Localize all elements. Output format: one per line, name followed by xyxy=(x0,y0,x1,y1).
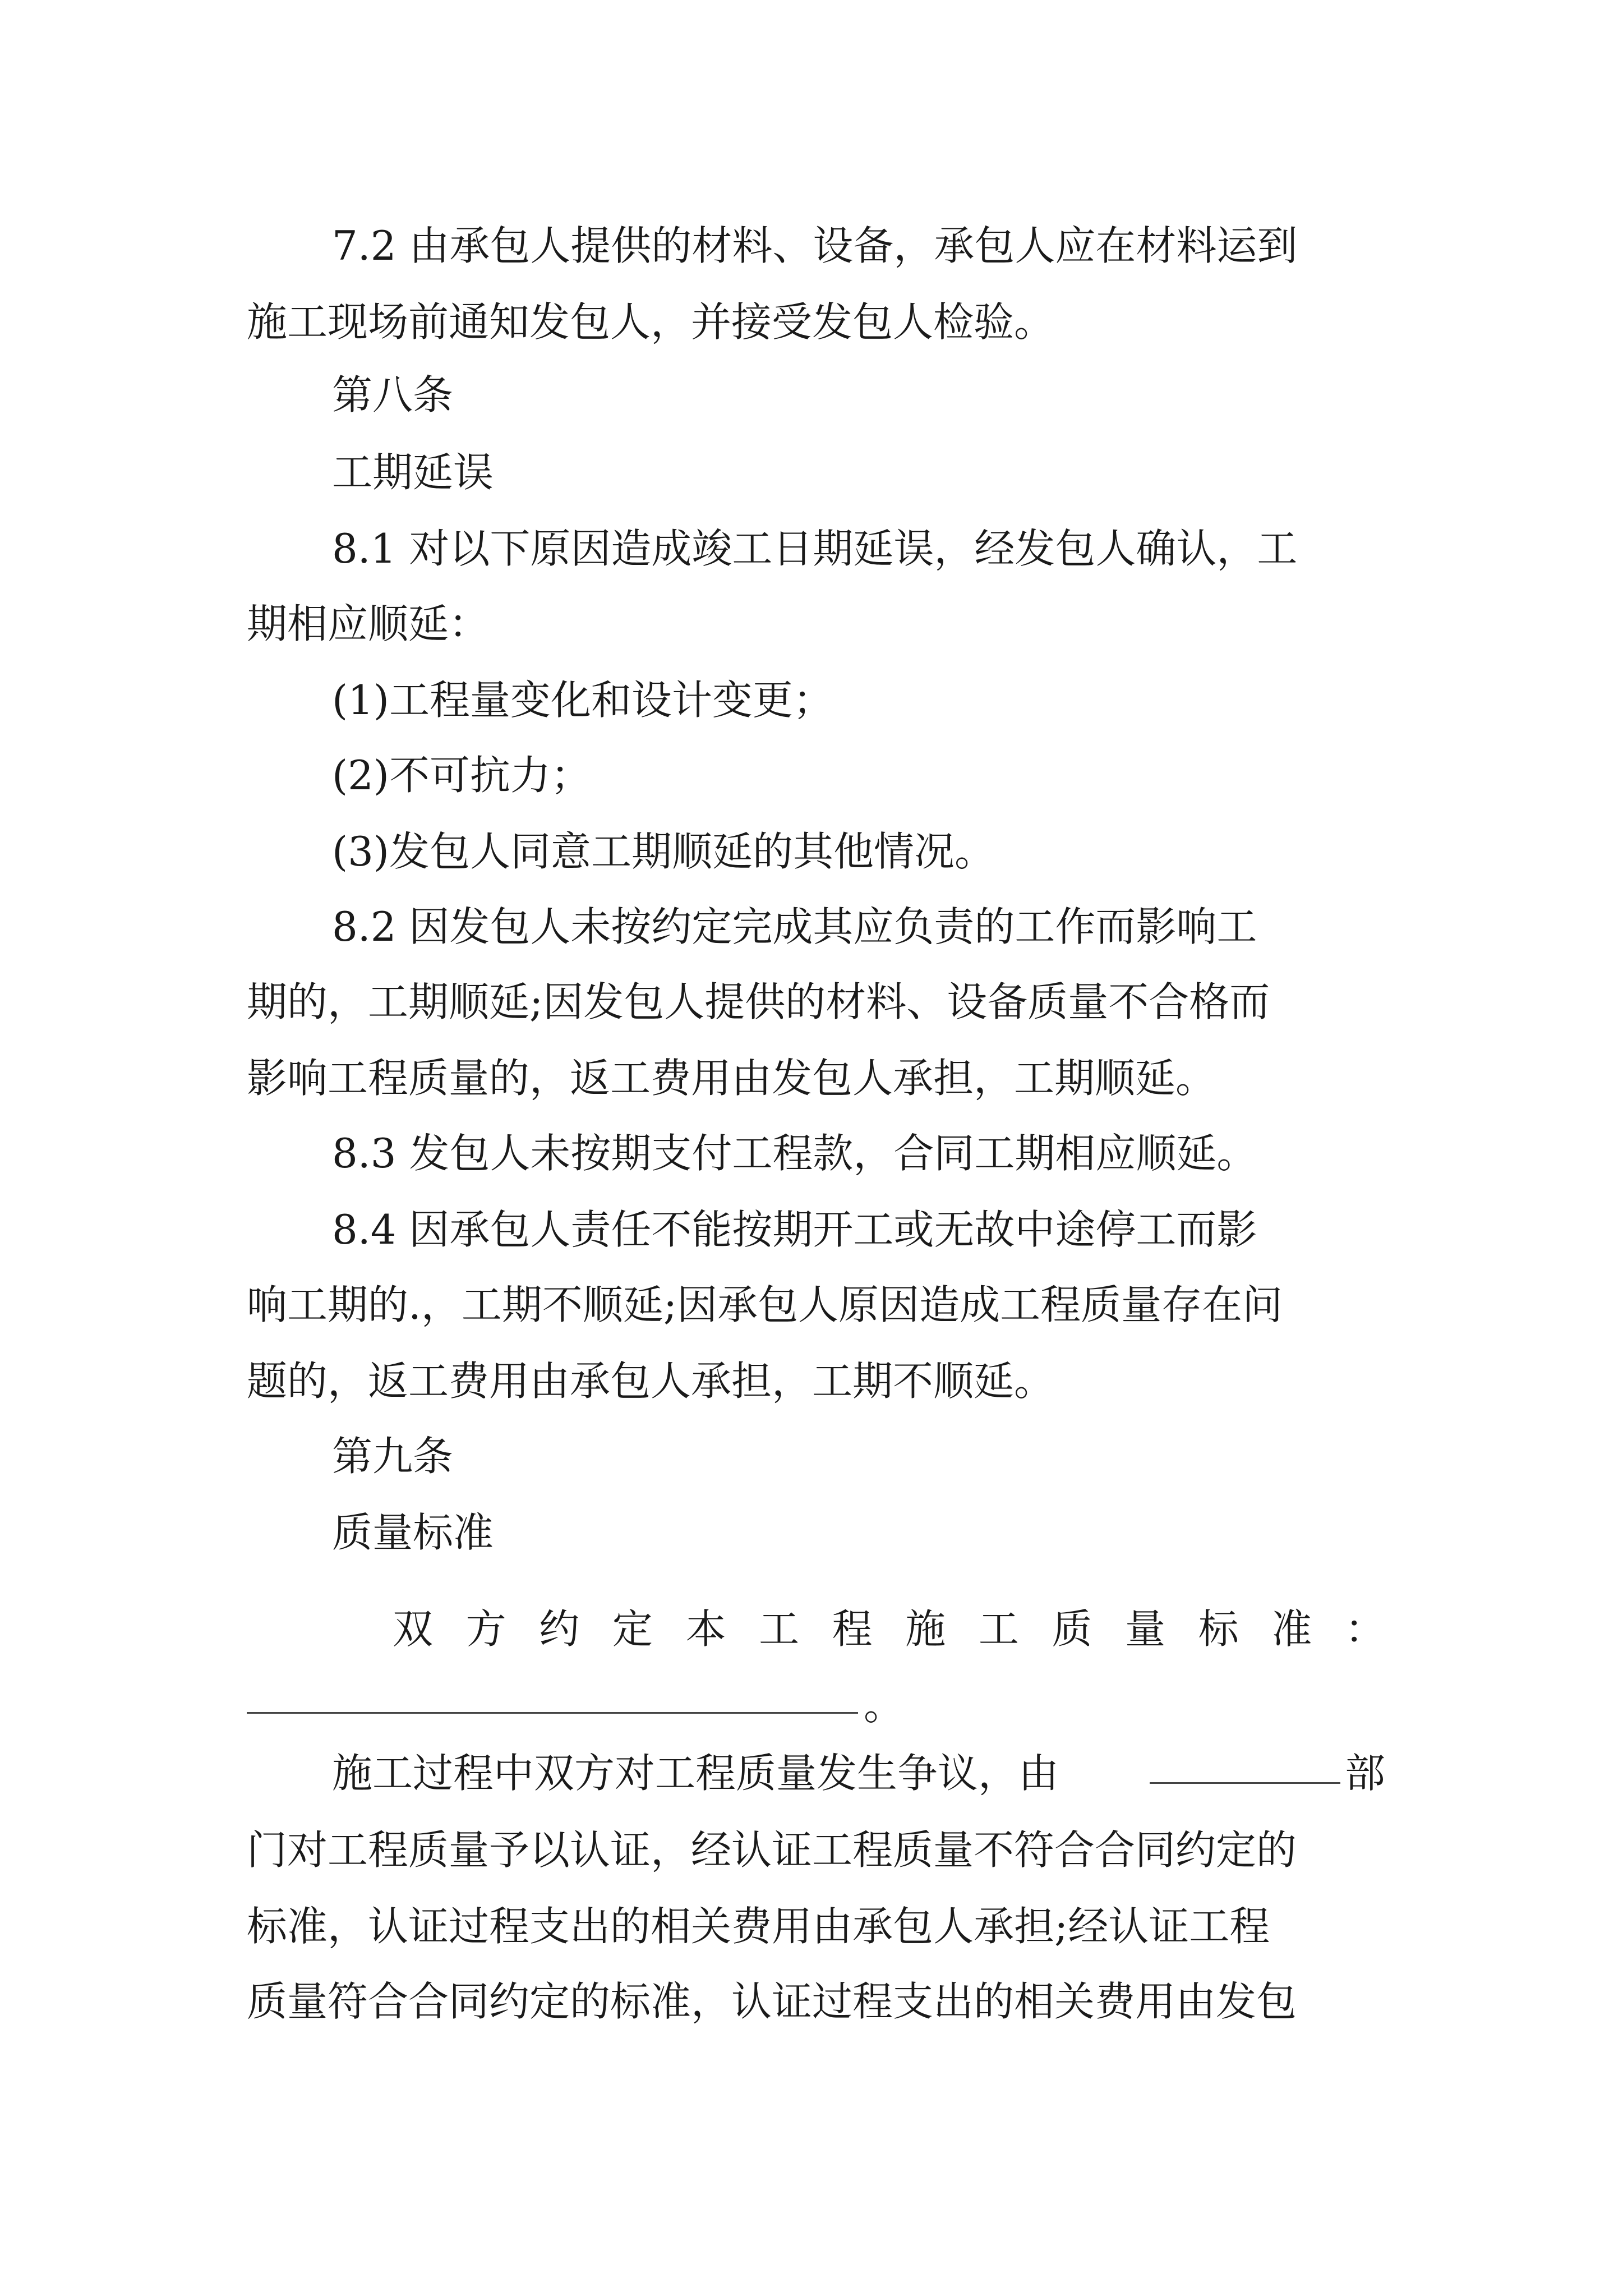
clause-8-1-line-2: 期相应顺延： xyxy=(247,600,490,647)
quality-standard-blank xyxy=(247,1712,858,1714)
clause-8-2-line-2: 期的，工期顺延;因发包人提供的材料、设备质量不合格而 xyxy=(247,978,1270,1025)
list-item-3: (3)发包人同意工期顺延的其他情况。 xyxy=(332,828,995,875)
dispute-line-4: 质量符合合同约定的标准，认证过程支出的相关费用由发包 xyxy=(247,1978,1297,2025)
clause-8-2-line-3: 影响工程质量的，返工费用由发包人承担，工期顺延。 xyxy=(247,1055,1216,1102)
dispute-line-1-prefix: 施工过程中双方对工程质量发生争议，由 xyxy=(332,1750,1059,1797)
article-9-number: 第九条 xyxy=(332,1433,454,1480)
list-item-1: (1)工程量变化和设计变更； xyxy=(332,677,833,724)
clause-7-2-line-1: 7.2 由承包人提供的材料、设备，承包人应在材料运到 xyxy=(332,222,1298,269)
dispute-line-2: 门对工程质量予以认证，经认证工程质量不符合合同约定的 xyxy=(247,1826,1297,1874)
clause-8-1-line-1: 8.1 对以下原因造成竣工日期延误，经发包人确认，工 xyxy=(332,525,1298,572)
quality-standard-tail: 。 xyxy=(864,1682,905,1729)
clause-8-2-line-1: 8.2 因发包人未按约定完成其应负责的工作而影响工 xyxy=(332,903,1257,950)
clause-8-3-line-1: 8.3 发包人未按期支付工程款，合同工期相应顺延。 xyxy=(332,1130,1257,1177)
department-blank xyxy=(1150,1782,1340,1784)
clause-7-2-line-2: 施工现场前通知发包人，并接受发包人检验。 xyxy=(247,298,1055,346)
dispute-line-1-suffix: 部 xyxy=(1345,1750,1386,1797)
dispute-line-3: 标准，认证过程支出的相关费用由承包人承担;经认证工程 xyxy=(247,1903,1270,1950)
article-8-title: 工期延误 xyxy=(332,449,494,496)
clause-8-4-line-3: 题的，返工费用由承包人承担，工期不顺延。 xyxy=(247,1358,1055,1405)
list-item-2: (2)不可抗力； xyxy=(332,752,591,799)
article-8-number: 第八条 xyxy=(332,371,454,418)
article-9-title: 质量标准 xyxy=(332,1509,494,1556)
clause-8-4-line-1: 8.4 因承包人责任不能按期开工或无故中途停工而影 xyxy=(332,1206,1257,1253)
clause-8-4-line-2: 响工期的.，工期不顺延;因承包人原因造成工程质量存在问 xyxy=(247,1281,1283,1328)
quality-standard-line: 双方约定本工程施工质量标准： xyxy=(393,1605,1385,1653)
